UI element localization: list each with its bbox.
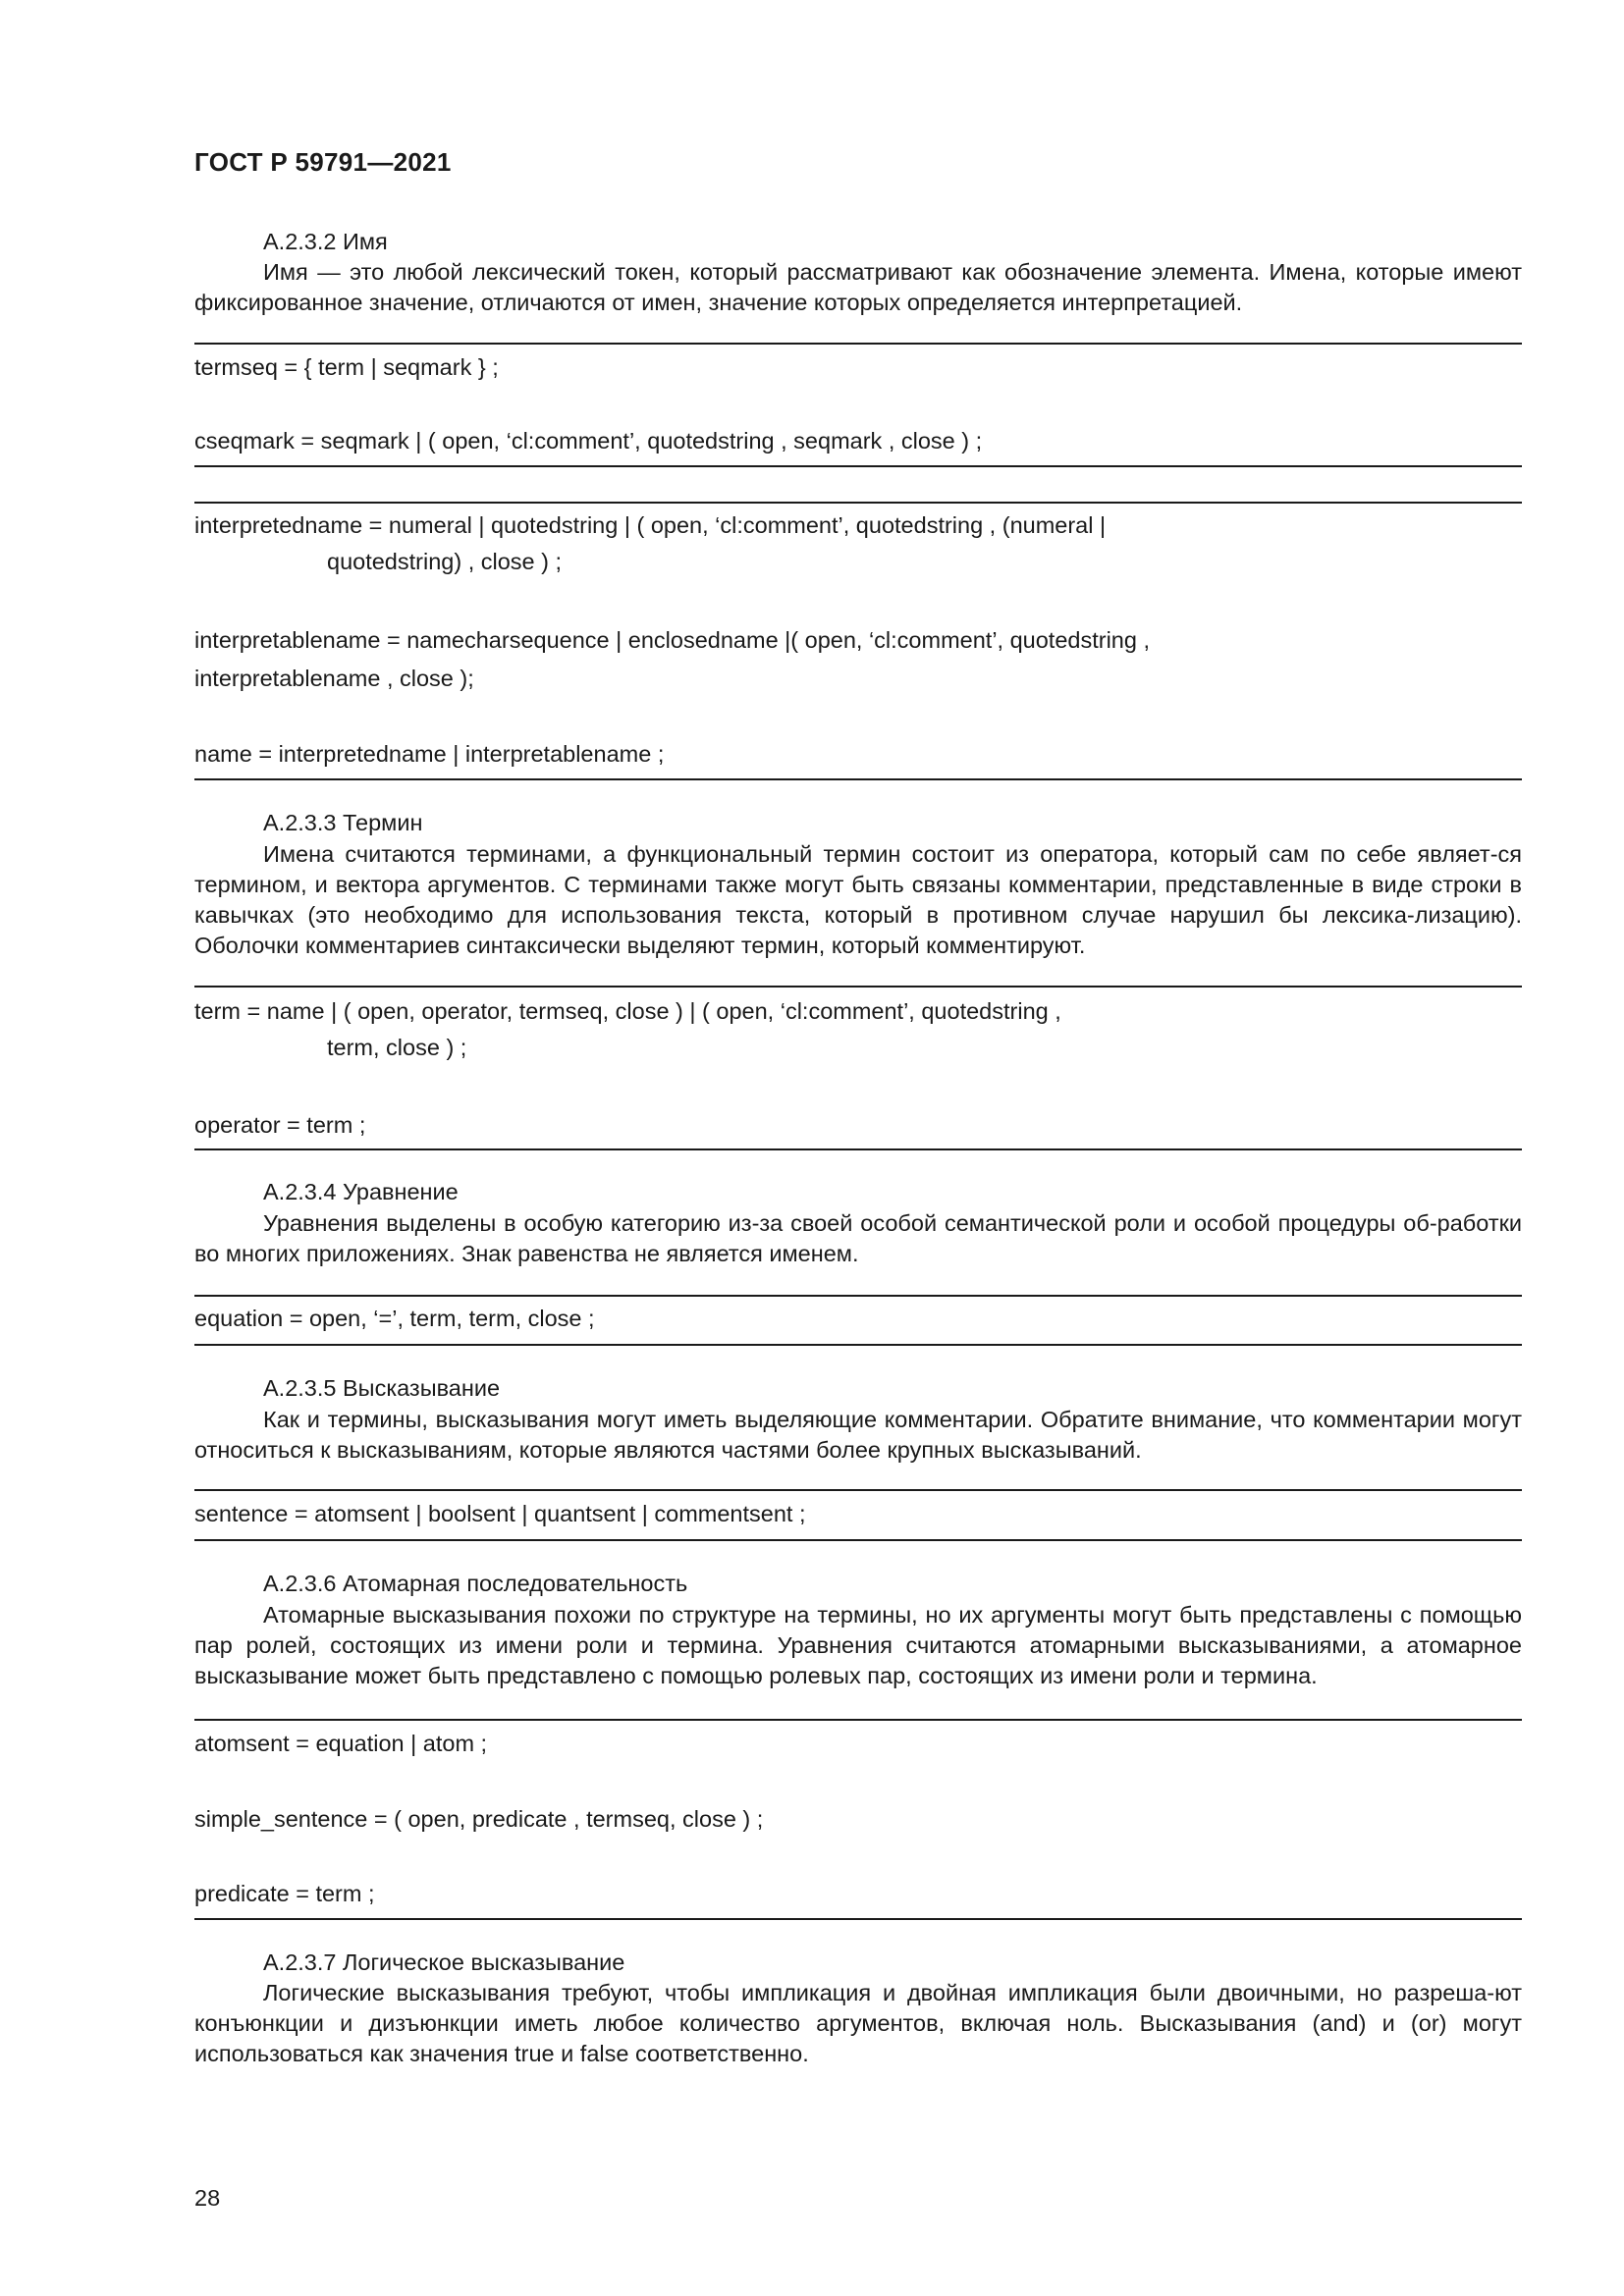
rule bbox=[194, 1295, 1522, 1297]
rule bbox=[194, 1539, 1522, 1541]
grammar-rule: simple_sentence = ( open, predicate , termseq, close ) ; bbox=[194, 1806, 764, 1832]
rule bbox=[194, 1148, 1522, 1150]
grammar-rule: predicate = term ; bbox=[194, 1881, 375, 1906]
grammar-rule-continuation: interpretablename , close ); bbox=[194, 666, 474, 691]
rule bbox=[194, 1344, 1522, 1346]
grammar-rule: interpretedname = numeral | quotedstring | ( open, ‘cl:comment’, quotedstring , (numeral | bbox=[194, 512, 1107, 538]
grammar-rule: termseq = { term | seqmark } ; bbox=[194, 354, 499, 380]
section-paragraph: Логические высказывания требуют, чтобы импликация и двойная импликация были двоичными, но разреша-ют конъюнкции и дизъюнкции иметь любое количество аргументов, включая ноль. Высказывания (and) и (or) могут использоваться как значения true и false соответственно. bbox=[194, 1980, 1522, 2066]
grammar-rule-continuation: term, close ) ; bbox=[327, 1035, 467, 1060]
section-heading: А.2.3.2 Имя bbox=[263, 229, 388, 254]
document-header: ГОСТ Р 59791—2021 bbox=[194, 147, 452, 177]
rule bbox=[194, 986, 1522, 988]
grammar-rule: term = name | ( open, operator, termseq, close ) | ( open, ‘cl:comment’, quotedstring , bbox=[194, 998, 1061, 1024]
section-paragraph: Как и термины, высказывания могут иметь выделяющие комментарии. Обратите внимание, что комментарии могут относиться к высказываниям, которые являются частями более крупных высказываний. bbox=[194, 1407, 1522, 1463]
rule bbox=[194, 1489, 1522, 1491]
grammar-rule: name = interpretedname | interpretablename ; bbox=[194, 741, 665, 767]
section-paragraph: Атомарные высказывания похожи по структуре на термины, но их аргументы могут быть представлены с помощью пар ролей, состоящих из имени роли и термина. Уравнения считаются атомарными высказываниями, а атомарное высказывание может быть представлено с помощью ролевых пар, состоящих из имени роли и термина. bbox=[194, 1602, 1522, 1688]
section-heading: А.2.3.3 Термин bbox=[263, 810, 423, 835]
rule bbox=[194, 343, 1522, 345]
grammar-rule: atomsent = equation | atom ; bbox=[194, 1731, 488, 1756]
rule bbox=[194, 1918, 1522, 1920]
section-heading: А.2.3.6 Атомарная последовательность bbox=[263, 1571, 688, 1596]
grammar-rule: cseqmark = seqmark | ( open, ‘cl:comment’, quotedstring , seqmark , close ) ; bbox=[194, 428, 983, 454]
grammar-rule: sentence = atomsent | boolsent | quantsent | commentsent ; bbox=[194, 1501, 806, 1526]
section-paragraph: Уравнения выделены в особую категорию из-за своей особой семантической роли и особой процедуры об-работки во многих приложениях. Знак равенства не является именем. bbox=[194, 1210, 1522, 1266]
section-paragraph: Имена считаются терминами, а функциональный термин состоит из оператора, который сам по себе являет-ся термином, и вектора аргументов. С терминами также могут быть связаны комментарии, представленные в виде строки в кавычках (это необходимо для использования текста, который в противном случае нарушил бы лексика-лизацию). Оболочки комментариев синтаксически выделяют термин, который комментируют. bbox=[194, 841, 1522, 958]
rule bbox=[194, 1719, 1522, 1721]
rule bbox=[194, 465, 1522, 467]
grammar-rule: equation = open, ‘=’, term, term, close ; bbox=[194, 1306, 595, 1331]
rule bbox=[194, 778, 1522, 780]
grammar-rule: interpretablename = namecharsequence | enclosedname |( open, ‘cl:comment’, quotedstring , bbox=[194, 627, 1151, 653]
grammar-rule: operator = term ; bbox=[194, 1112, 366, 1138]
page-number: 28 bbox=[194, 2185, 221, 2211]
grammar-rule-continuation: quotedstring) , close ) ; bbox=[327, 549, 563, 574]
section-heading: А.2.3.4 Уравнение bbox=[263, 1179, 459, 1204]
rule bbox=[194, 502, 1522, 504]
section-heading: А.2.3.5 Высказывание bbox=[263, 1375, 501, 1401]
section-paragraph: Имя — это любой лексический токен, который рассматривают как обозначение элемента. Имена, которые имеют фиксированное значение, отличаются от имен, значение которых определяется интерпретацией. bbox=[194, 259, 1522, 315]
section-heading: А.2.3.7 Логическое высказывание bbox=[263, 1949, 625, 1975]
